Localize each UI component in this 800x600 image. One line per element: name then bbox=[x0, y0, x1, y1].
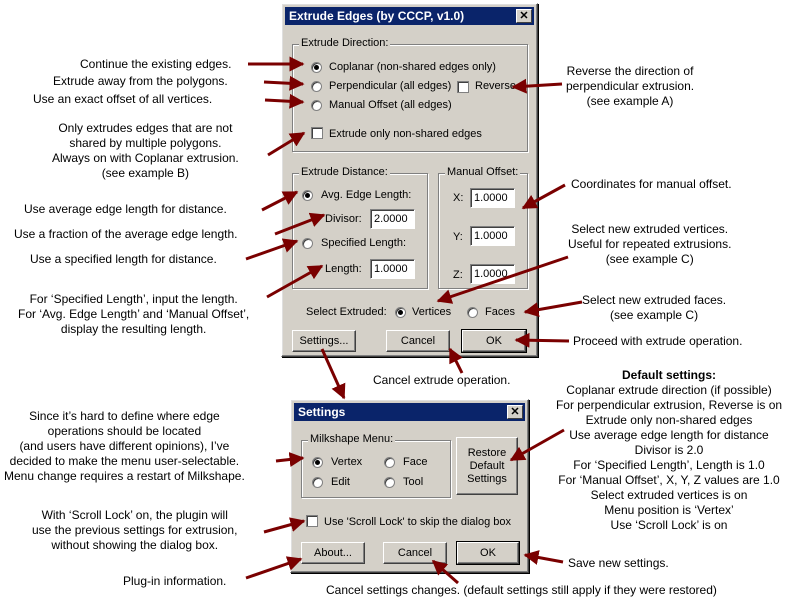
settings-title: Settings bbox=[298, 405, 346, 419]
note-line: Useful for repeated extrusions. bbox=[568, 237, 732, 251]
default-line: Use ‘Scroll Lock’ is on bbox=[610, 518, 728, 532]
arrow bbox=[267, 266, 322, 297]
group-label: Milkshape Menu: bbox=[310, 433, 394, 445]
arrow bbox=[523, 185, 565, 208]
note-coords: Coordinates for manual offset. bbox=[571, 177, 732, 191]
note-save: Save new settings. bbox=[568, 556, 669, 570]
note-line: Select new extruded vertices. bbox=[571, 222, 729, 236]
default-line: For ‘Manual Offset’, X, Y, Z values are 1.0 bbox=[558, 473, 780, 487]
arrow bbox=[268, 133, 304, 155]
divisor-label: Divisor: bbox=[325, 213, 362, 225]
restore-line: Restore bbox=[467, 447, 507, 459]
arrow bbox=[511, 430, 564, 460]
default-line: For perpendicular extrusion, Reverse is on bbox=[555, 398, 783, 412]
note-cancel-settings: Cancel settings changes. (default settings still apply if they were restored) bbox=[326, 583, 717, 597]
restore-line: Settings bbox=[467, 473, 507, 485]
default-line: Select extruded vertices is on bbox=[590, 488, 748, 502]
note-away: Extrude away from the polygons. bbox=[53, 74, 228, 88]
note-exact: Use an exact offset of all vertices. bbox=[33, 92, 213, 106]
default-line: Use average edge length for distance bbox=[569, 428, 769, 442]
note-line: use the previous settings for extrusion, bbox=[32, 523, 238, 537]
edit-label: Edit bbox=[331, 476, 350, 488]
about-button[interactable]: About... bbox=[301, 542, 365, 564]
default-settings-title: Default settings: bbox=[621, 368, 716, 382]
note-line: Select new extruded faces. bbox=[582, 293, 727, 307]
default-line: Divisor is 2.0 bbox=[634, 443, 704, 457]
arrow bbox=[275, 215, 324, 234]
note-line: (and users have different opinions), I’ve bbox=[19, 439, 230, 453]
note-line: operations should be located bbox=[47, 424, 202, 438]
extrude-title: Extrude Edges (by CCCP, v1.0) bbox=[289, 9, 465, 23]
note-line: (see example B) bbox=[101, 166, 190, 180]
default-line: Coplanar extrude direction (if possible) bbox=[566, 383, 772, 397]
note-line: Always on with Coplanar extrusion. bbox=[52, 151, 239, 165]
arrow bbox=[525, 555, 563, 562]
faces-label: Faces bbox=[485, 306, 515, 318]
arrow bbox=[433, 561, 458, 583]
default-line: For ‘Specified Length’, Length is 1.0 bbox=[573, 458, 765, 472]
reverse-label: Reverse bbox=[475, 80, 516, 92]
arrow bbox=[264, 82, 303, 84]
settings-button[interactable]: Settings... bbox=[292, 330, 356, 352]
note-line: For ‘Specified Length’, input the length. bbox=[29, 292, 238, 306]
note-line: perpendicular extrusion. bbox=[566, 79, 695, 93]
coplanar-label: Coplanar (non-shared edges only) bbox=[329, 61, 496, 73]
perpendicular-label: Perpendicular (all edges) bbox=[329, 80, 452, 92]
arrow bbox=[276, 458, 303, 461]
arrow bbox=[516, 340, 569, 341]
arrow bbox=[525, 302, 582, 312]
note-continue: Continue the existing edges. bbox=[80, 57, 232, 71]
y-label: Y: bbox=[453, 231, 463, 243]
select-extruded-label: Select Extruded: bbox=[306, 306, 387, 318]
note-specified: Use a specified length for distance. bbox=[30, 252, 217, 266]
length-input[interactable]: 1.0000 bbox=[370, 259, 415, 279]
note-proceed: Proceed with extrude operation. bbox=[573, 334, 743, 348]
note-line: (see example A) bbox=[586, 94, 674, 108]
group-label: Extrude Direction: bbox=[301, 37, 389, 49]
note-line: decided to make the menu user-selectable. bbox=[9, 454, 240, 468]
non-shared-label: Extrude only non-shared edges bbox=[329, 128, 482, 140]
arrow bbox=[322, 349, 344, 398]
note-line: Only extrudes edges that are not bbox=[58, 121, 233, 135]
vertex-label: Vertex bbox=[331, 456, 363, 468]
close-icon[interactable]: ✕ bbox=[507, 405, 523, 419]
offset-y-input[interactable]: 1.0000 bbox=[470, 226, 515, 246]
note-line: With ‘Scroll Lock’ on, the plugin will bbox=[41, 508, 228, 522]
note-avg: Use average edge length for distance. bbox=[24, 202, 227, 216]
scroll-lock-label: Use 'Scroll Lock' to skip the dialog box bbox=[324, 516, 512, 528]
tool-label: Tool bbox=[403, 476, 424, 488]
x-label: X: bbox=[453, 192, 464, 204]
note-plugin-info: Plug-in information. bbox=[123, 574, 227, 588]
group-label: Extrude Distance: bbox=[301, 166, 388, 178]
offset-x-input[interactable]: 1.0000 bbox=[470, 188, 515, 208]
note-line: (see example C) bbox=[610, 308, 699, 322]
settings-ok-button[interactable]: OK bbox=[457, 542, 519, 564]
arrow bbox=[513, 84, 562, 87]
arrow bbox=[265, 100, 303, 102]
vertices-label: Vertices bbox=[412, 306, 452, 318]
arrow bbox=[438, 257, 568, 301]
note-cancel-extrude: Cancel extrude operation. bbox=[373, 373, 511, 387]
face-label: Face bbox=[403, 456, 428, 468]
group-label: Manual Offset: bbox=[447, 166, 519, 178]
extrude-ok-button[interactable]: OK bbox=[462, 330, 526, 352]
note-line: (see example C) bbox=[605, 252, 694, 266]
note-line: Reverse the direction of bbox=[566, 64, 694, 78]
arrow bbox=[262, 192, 297, 210]
divisor-input[interactable]: 2.0000 bbox=[370, 209, 415, 229]
restore-line: Default bbox=[469, 460, 505, 472]
offset-z-input[interactable]: 1.0000 bbox=[470, 264, 515, 284]
default-line: Extrude only non-shared edges bbox=[585, 413, 753, 427]
extrude-cancel-button[interactable]: Cancel bbox=[386, 330, 450, 352]
manual-offset-label: Manual Offset (all edges) bbox=[329, 99, 452, 111]
arrow bbox=[264, 521, 304, 532]
z-label: Z: bbox=[453, 269, 463, 281]
settings-cancel-button[interactable]: Cancel bbox=[383, 542, 447, 564]
note-line: Menu change requires a restart of Milkshape. bbox=[4, 469, 245, 483]
note-fraction: Use a fraction of the average edge length. bbox=[14, 227, 238, 241]
note-line: without showing the dialog box. bbox=[51, 538, 219, 552]
default-line: Menu position is ‘Vertex’ bbox=[604, 503, 734, 517]
arrow bbox=[246, 559, 301, 578]
arrow bbox=[450, 349, 462, 373]
note-line: Since it’s hard to define where edge bbox=[29, 409, 220, 423]
close-icon[interactable]: ✕ bbox=[516, 9, 532, 23]
note-line: shared by multiple polygons. bbox=[69, 136, 222, 150]
note-line: display the resulting length. bbox=[60, 322, 207, 336]
specified-length-label: Specified Length: bbox=[321, 237, 407, 249]
note-line: For ‘Avg. Edge Length’ and ‘Manual Offset’, bbox=[18, 307, 250, 321]
length-label: Length: bbox=[325, 263, 362, 275]
arrow bbox=[246, 241, 297, 259]
avg-edge-label: Avg. Edge Length: bbox=[321, 189, 412, 201]
